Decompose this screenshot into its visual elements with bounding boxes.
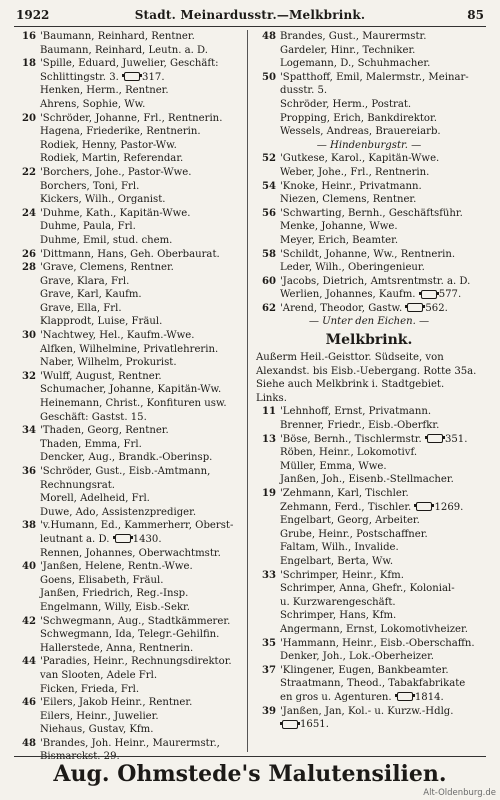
advertisement-footer: Aug. Ohmstede's Malutensilien. — [14, 756, 486, 793]
telephone-number: 1269. — [434, 501, 464, 513]
resident-text: 'Borchers, Johe., Pastor-Wwe. — [40, 166, 192, 178]
resident-entry — [254, 125, 484, 139]
resident-text: Denker, Joh., Lok.-Oberheizer. — [280, 651, 435, 663]
street-description: Siehe auch Melkbrink i. Stadtgebiet. — [256, 379, 445, 391]
resident-entry — [254, 419, 484, 433]
resident-text: Grave, Ella, Frl. — [40, 302, 122, 314]
resident-text: Schumacher, Johanne, Kapitän-Ww. — [40, 384, 222, 396]
resident-entry — [14, 112, 244, 126]
resident-text: Wessels, Andreas, Brauereiarb. — [280, 126, 441, 138]
resident-entry — [14, 669, 244, 683]
resident-entry — [14, 383, 244, 397]
resident-text: dusstr. 5. — [280, 85, 328, 97]
resident-text: Faltam, Wilh., Invalide. — [280, 542, 399, 554]
house-number: 44 — [21, 656, 36, 668]
telephone-number: 1651. — [300, 719, 329, 731]
house-number: 46 — [21, 697, 36, 709]
resident-text: 'Thaden, Georg, Rentner. — [40, 425, 169, 437]
resident-text: Müller, Emma, Wwe. — [280, 460, 387, 472]
house-number: 48 — [21, 737, 36, 749]
resident-text: 'Jacobs, Dietrich, Amtsrentmstr. a. D. — [280, 275, 471, 287]
resident-entry — [254, 473, 484, 487]
resident-text: Schrimper, Anna, Ghefr., Kolonial- — [280, 583, 455, 595]
telephone-number: 562. — [425, 302, 448, 314]
resident-entry — [14, 574, 244, 588]
resident-entry — [14, 615, 244, 629]
resident-text: Niezen, Clemens, Rentner. — [280, 194, 417, 206]
telephone-icon — [407, 303, 423, 312]
resident-text: Zehmann, Ferd., Tischler. — [280, 501, 415, 513]
resident-text: 'Nachtwey, Hel., Kaufm.-Wwe. — [40, 330, 195, 342]
resident-text: Angermann, Ernst, Lokomotivheizer. — [280, 623, 468, 635]
resident-entry — [254, 207, 484, 221]
house-number: 50 — [261, 71, 276, 83]
resident-entry — [14, 451, 244, 465]
resident-entry — [254, 234, 484, 248]
resident-entry — [254, 302, 484, 316]
resident-text: Schröder, Herm., Postrat. — [280, 98, 412, 110]
resident-entry — [14, 152, 244, 166]
resident-text: 'Schröder, Johanne, Frl., Rentnerin. — [40, 112, 223, 124]
telephone-icon — [397, 692, 413, 701]
telephone-icon — [427, 434, 443, 443]
resident-entry — [254, 57, 484, 71]
resident-entry — [14, 180, 244, 194]
resident-entry — [254, 555, 484, 569]
resident-text: 'Spille, Eduard, Juwelier, Geschäft: — [40, 58, 219, 70]
house-number: 42 — [21, 615, 36, 627]
resident-entry — [254, 664, 484, 678]
resident-text: Engelbart, Berta, Ww. — [280, 555, 394, 567]
resident-entry — [14, 329, 244, 343]
resident-text: Röben, Heinr., Lokomotivf. — [280, 447, 418, 459]
house-number: 20 — [21, 112, 36, 124]
resident-text: Heinemann, Christ., Konfituren usw. — [40, 398, 227, 410]
resident-text: Ficken, Frieda, Frl. — [40, 683, 140, 695]
house-number: 16 — [21, 31, 36, 42]
house-number: 54 — [261, 180, 276, 192]
resident-entry — [254, 180, 484, 194]
resident-entry — [14, 628, 244, 642]
resident-entry — [254, 596, 484, 610]
resident-entry — [14, 125, 244, 139]
header-year: 1922 — [16, 8, 50, 22]
cross-street-marker: — Hindenburgstr. — — [316, 139, 422, 151]
resident-text: Schlittingstr. 3. — [40, 71, 123, 83]
resident-text: Janßen, Friedrich, Reg.-Insp. — [40, 588, 189, 600]
resident-text: 'Janßen, Jan, Kol.- u. Kurzw.-Hdlg. — [280, 705, 454, 717]
resident-entry — [254, 193, 484, 207]
street-description: Links. — [256, 392, 287, 404]
resident-text: Brenner, Friedr., Eisb.-Oberfkr. — [280, 420, 440, 432]
resident-text: Janßen, Joh., Eisenb.-Stellmacher. — [280, 474, 454, 486]
street-description: Alexandst. bis Eisb.-Uebergang. Rotte 35a. — [256, 365, 477, 377]
house-number: 11 — [261, 406, 276, 418]
resident-entry — [14, 492, 244, 506]
house-number: 48 — [261, 31, 276, 42]
resident-entry — [254, 609, 484, 623]
resident-text: Schrimper, Hans, Kfm. — [280, 610, 397, 622]
page-number: 85 — [467, 8, 484, 22]
house-number: 22 — [21, 166, 36, 178]
resident-text: 'Paradies, Heinr., Rechnungsdirektor. — [40, 656, 232, 668]
resident-text: 'Brandes, Joh. Heinr., Maurermstr., — [40, 737, 220, 749]
resident-text: 'Knoke, Heinr., Privatmann. — [280, 180, 422, 192]
resident-entry — [254, 582, 484, 596]
resident-text: Niehaus, Gustav, Kfm. — [40, 724, 154, 736]
resident-text: Baumann, Reinhard, Leutn. a. D. — [40, 44, 208, 56]
resident-text: Schwegmann, Ida, Telegr.-Gehilfin. — [40, 629, 220, 641]
resident-text: 'Dittmann, Hans, Geh. Oberbaurat. — [40, 248, 220, 260]
resident-text: Propping, Erich, Bankdirektor. — [280, 112, 437, 124]
resident-entry — [254, 705, 484, 719]
resident-text: Bismarckst. 29. — [40, 751, 120, 763]
column-divider — [247, 30, 248, 752]
resident-text: 'Böse, Bernh., Tischlermstr. — [280, 433, 425, 445]
resident-entry — [254, 71, 484, 85]
house-number: 18 — [21, 58, 36, 70]
resident-text: 'Baumann, Reinhard, Rentner. — [40, 31, 195, 42]
resident-entry — [14, 696, 244, 710]
resident-text: 'Hammann, Heinr., Eisb.-Oberschaffn. — [280, 637, 475, 649]
resident-text: Hagena, Friederike, Rentnerin. — [40, 126, 201, 138]
house-number: 19 — [261, 488, 276, 499]
resident-text: 'Schwarting, Bernh., Geschäftsführ. — [280, 207, 463, 219]
resident-entry — [14, 343, 244, 357]
telephone-number: 1814. — [414, 691, 444, 703]
resident-entry — [254, 677, 484, 691]
resident-entry — [254, 446, 484, 460]
resident-text: 'Zehmann, Karl, Tischler. — [280, 488, 409, 499]
resident-entry — [14, 465, 244, 479]
resident-text: Weber, Johe., Frl., Rentnerin. — [280, 166, 430, 178]
resident-text: en gros u. Agenturen. — [280, 691, 395, 703]
telephone-icon — [124, 72, 140, 81]
resident-entry — [254, 152, 484, 166]
resident-entry — [254, 650, 484, 664]
resident-entry — [14, 519, 244, 533]
resident-entry — [254, 98, 484, 112]
telephone-number: 1430. — [132, 533, 162, 545]
street-description: Außerm Heil.-Geisttor. Südseite, von — [256, 352, 444, 364]
house-number: 33 — [261, 569, 276, 581]
resident-text: Meyer, Erich, Beamter. — [280, 234, 399, 246]
resident-text: Logemann, D., Schuhmacher. — [280, 58, 431, 70]
resident-entry — [14, 683, 244, 697]
resident-entry — [254, 569, 484, 583]
house-number: 52 — [261, 153, 276, 165]
resident-entry — [254, 84, 484, 98]
house-number: 56 — [261, 207, 276, 219]
resident-entry — [14, 642, 244, 656]
resident-text: 'Eilers, Jakob Heinr., Rentner. — [40, 697, 193, 709]
resident-entry — [254, 44, 484, 58]
resident-text: Straatmann, Theod., Tabakfabrikate — [280, 678, 466, 690]
resident-entry — [14, 71, 244, 85]
resident-text: Kickers, Wilh., Organist. — [40, 194, 166, 206]
resident-entry — [14, 139, 244, 153]
house-number: 32 — [21, 370, 36, 382]
resident-entry — [14, 601, 244, 615]
resident-entry — [254, 718, 484, 732]
resident-entry — [14, 533, 244, 547]
street-heading: Melkbrink. — [325, 332, 413, 349]
house-number: 30 — [21, 330, 36, 342]
resident-entry — [254, 623, 484, 637]
resident-text: Eilers, Heinr., Juwelier. — [40, 710, 159, 722]
resident-text: Gardeler, Hinr., Techniker. — [280, 44, 416, 56]
resident-entry — [14, 261, 244, 275]
resident-text: Duwe, Ado, Assistenzprediger. — [40, 506, 197, 518]
resident-entry — [254, 528, 484, 542]
resident-text: Grave, Klara, Frl. — [40, 275, 130, 287]
house-number: 24 — [21, 207, 36, 219]
resident-entry — [254, 248, 484, 262]
resident-entry — [254, 460, 484, 474]
house-number: 60 — [261, 275, 276, 287]
resident-text: 'Schrimper, Heinr., Kfm. — [280, 569, 404, 581]
resident-entry — [254, 261, 484, 275]
resident-entry — [14, 234, 244, 248]
resident-entry — [14, 506, 244, 520]
resident-text: 'Janßen, Helene, Rentn.-Wwe. — [40, 561, 193, 573]
resident-text: Duhme, Paula, Frl. — [40, 221, 136, 233]
resident-text: 'Spatthoff, Emil, Malermstr., Meinar- — [280, 71, 469, 83]
resident-entry — [254, 220, 484, 234]
house-number: 62 — [261, 302, 276, 314]
resident-entry — [14, 370, 244, 384]
house-number: 58 — [261, 248, 276, 260]
resident-entry — [254, 30, 484, 44]
resident-text: Alfken, Wilhelmine, Privatlehrerin. — [40, 343, 219, 355]
resident-text: Geschäft: Gastst. 15. — [40, 411, 147, 423]
resident-entry — [14, 356, 244, 370]
resident-entry — [254, 433, 484, 447]
resident-text: van Slooten, Adele Frl. — [40, 669, 158, 681]
resident-entry — [254, 275, 484, 289]
resident-entry — [254, 514, 484, 528]
resident-text: 'Grave, Clemens, Rentner. — [40, 262, 174, 274]
resident-entry — [14, 84, 244, 98]
resident-entry — [14, 723, 244, 737]
resident-text: 'Klingener, Eugen, Bankbeamter. — [280, 664, 449, 676]
resident-entry — [14, 302, 244, 316]
house-number: 37 — [261, 664, 276, 676]
resident-entry — [14, 44, 244, 58]
telephone-number: 317. — [142, 71, 165, 83]
resident-text: Ahrens, Sophie, Ww. — [40, 98, 146, 110]
resident-text: Menke, Johanne, Wwe. — [280, 221, 398, 233]
telephone-icon — [115, 534, 131, 543]
resident-entry — [14, 57, 244, 71]
resident-text: Rodiek, Henny, Pastor-Ww. — [40, 139, 177, 151]
resident-text: Engelbart, Georg, Arbeiter. — [280, 515, 420, 527]
house-number: 39 — [261, 705, 276, 717]
resident-text: Grave, Karl, Kaufm. — [40, 289, 142, 301]
resident-entry — [14, 547, 244, 561]
resident-text: u. Kurzwarengeschäft. — [280, 596, 396, 608]
house-number: 40 — [21, 561, 36, 573]
resident-entry — [254, 487, 484, 501]
left-column — [14, 30, 244, 763]
resident-entry — [14, 207, 244, 221]
resident-text: Werlien, Johannes, Kaufm. — [280, 289, 419, 301]
resident-entry — [14, 275, 244, 289]
house-number: 26 — [21, 248, 36, 260]
resident-text: Rodiek, Martin, Referendar. — [40, 153, 184, 165]
resident-text: 'Lehnhoff, Ernst, Privatmann. — [280, 406, 432, 418]
resident-entry — [14, 397, 244, 411]
house-number: 13 — [261, 433, 276, 445]
cross-street-marker: — Unter den Eichen. — — [308, 316, 430, 328]
resident-entry — [254, 166, 484, 180]
watermark: Alt-Oldenburg.de — [423, 788, 496, 798]
telephone-number: 577. — [438, 289, 462, 301]
resident-entry — [14, 655, 244, 669]
resident-text: 'Duhme, Kath., Kapitän-Wwe. — [40, 207, 191, 219]
resident-entry — [254, 501, 484, 515]
resident-entry — [14, 315, 244, 329]
resident-entry — [14, 560, 244, 574]
resident-text: Leder, Wilh., Oberingenieur. — [280, 262, 425, 274]
resident-entry — [14, 438, 244, 452]
resident-entry — [14, 737, 244, 751]
header-title: Stadt. Meinardusstr.—Melkbrink. — [134, 8, 366, 22]
resident-text: Engelmann, Willy, Eisb.-Sekr. — [40, 601, 190, 613]
resident-text: Morell, Adelheid, Frl. — [40, 493, 150, 505]
resident-text: Goens, Elisabeth, Fräul. — [40, 574, 164, 586]
resident-entry — [14, 248, 244, 262]
resident-text: Rechnungsrat. — [40, 479, 115, 491]
resident-entry — [254, 637, 484, 651]
house-number: 38 — [21, 520, 36, 532]
resident-entry — [254, 691, 484, 705]
resident-text: Borchers, Toni, Frl. — [40, 180, 140, 192]
resident-text: Brandes, Gust., Maurermstr. — [280, 31, 427, 42]
house-number: 36 — [21, 466, 36, 477]
resident-text: leutnant a. D. — [40, 533, 113, 545]
resident-text: Naber, Wilhelm, Prokurist. — [40, 357, 177, 369]
resident-text: Dencker, Aug., Brandk.-Oberinsp. — [40, 452, 213, 464]
resident-entry — [14, 166, 244, 180]
resident-entry — [14, 30, 244, 44]
resident-text: 'v.Humann, Ed., Kammerherr, Oberst- — [40, 520, 234, 532]
resident-text: Hallerstede, Anna, Rentnerin. — [40, 642, 194, 654]
resident-text: Grube, Heinr., Postschaffner. — [280, 528, 428, 540]
house-number: 35 — [261, 637, 276, 649]
right-column — [254, 30, 484, 752]
resident-entry — [254, 541, 484, 555]
resident-text: Henken, Herm., Rentner. — [40, 85, 169, 97]
resident-entry — [14, 411, 244, 425]
resident-entry — [14, 193, 244, 207]
resident-entry — [14, 288, 244, 302]
resident-text: Duhme, Emil, stud. chem. — [40, 234, 173, 246]
resident-entry — [14, 98, 244, 112]
telephone-icon — [282, 720, 298, 729]
resident-entry — [14, 424, 244, 438]
resident-entry — [14, 479, 244, 493]
resident-entry — [14, 587, 244, 601]
resident-text: 'Wulff, August, Rentner. — [40, 370, 162, 382]
resident-entry — [14, 220, 244, 234]
resident-text: 'Arend, Theodor, Gastw. — [280, 302, 406, 314]
resident-entry — [254, 112, 484, 126]
telephone-icon — [416, 502, 432, 511]
resident-entry — [14, 710, 244, 724]
telephone-number: 351. — [444, 433, 468, 445]
page-header — [14, 6, 486, 27]
telephone-icon — [421, 290, 437, 299]
resident-text: Rennen, Johannes, Oberwachtmstr. — [40, 547, 221, 559]
resident-text: 'Gutkese, Karol., Kapitän-Wwe. — [280, 153, 440, 165]
resident-entry — [254, 405, 484, 419]
resident-text: 'Schildt, Johanne, Ww., Rentnerin. — [280, 248, 456, 260]
resident-text: 'Schwegmann, Aug., Stadtkämmerer. — [40, 615, 231, 627]
house-number: 28 — [21, 262, 36, 274]
resident-entry — [254, 288, 484, 302]
resident-text: Klapprodt, Luise, Fräul. — [40, 316, 163, 328]
house-number: 34 — [21, 425, 36, 437]
resident-text: Thaden, Emma, Frl. — [40, 438, 142, 450]
resident-text: 'Schröder, Gust., Eisb.-Amtmann, — [40, 466, 211, 477]
